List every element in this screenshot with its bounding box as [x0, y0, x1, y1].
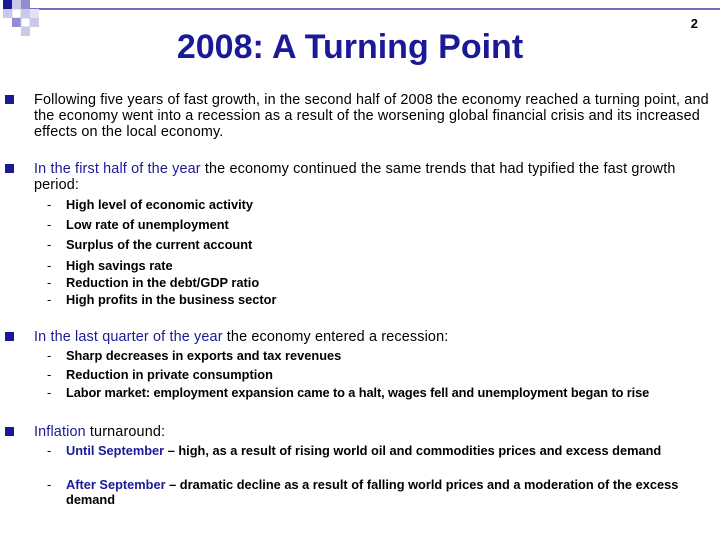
list-item-text: Surplus of the current account: [66, 237, 253, 252]
list-item-text: Sharp decreases in exports and tax revenues: [66, 348, 342, 363]
list-item-text: High profits in the business sector: [66, 292, 277, 307]
dash-bullet: -: [47, 348, 52, 363]
bullet-rest: the economy continued the same trends that had typified the fast growth period:: [34, 161, 676, 193]
dash-bullet: -: [47, 292, 52, 307]
square-bullet-icon: [6, 333, 13, 340]
bullet-text: [34, 329, 712, 345]
bullet-rest: turnaround:: [85, 424, 166, 440]
dash-bullet: -: [47, 258, 52, 273]
bullet-text: Following five years of fast growth, in the second half of 2008 the economy reached a turning point, and the economy went into a recession as a result of the worsening global financial crisis and its increased effects on the local economy.: [34, 92, 709, 140]
list-item-highlight: After September: [66, 477, 166, 492]
list-item-text: Low rate of unemployment: [66, 217, 229, 232]
dash-bullet: -: [47, 443, 52, 458]
bullet-text: [34, 161, 712, 193]
list-item-text: – dramatic decline as a result of falling world prices and a moderation of the excess demand: [66, 477, 679, 507]
dash-bullet: -: [47, 197, 52, 212]
dash-bullet: -: [47, 237, 52, 252]
list-item-text: High level of economic activity: [66, 197, 254, 212]
list-item-text: Labor market: employment expansion came to a halt, wages fell and unemployment began to rise: [66, 385, 650, 400]
dash-bullet: -: [47, 275, 52, 290]
bullet-text: [34, 424, 712, 440]
square-bullet-icon: [6, 428, 13, 435]
list-item-text: Reduction in private consumption: [66, 367, 273, 382]
page-number: 2: [690, 16, 698, 31]
dash-bullet: -: [47, 217, 52, 232]
slide-title: 2008: A Turning Point: [176, 28, 524, 66]
bullet-highlight: Inflation: [34, 424, 86, 440]
dash-bullet: -: [47, 367, 52, 382]
square-bullet-icon: [6, 96, 13, 103]
list-item-text: High savings rate: [66, 258, 173, 273]
list-item-highlight: Until September: [66, 443, 165, 458]
list-item-text: Reduction in the debt/GDP ratio: [66, 275, 260, 290]
dash-bullet: -: [47, 477, 52, 492]
square-bullet-icon: [6, 165, 13, 172]
bullet-highlight: In the last quarter of the year: [34, 329, 223, 345]
list-item-text: – high, as a result of rising world oil and commodities prices and excess demand: [164, 443, 662, 458]
bullet-highlight: In the first half of the year: [34, 161, 201, 177]
bullet-rest: the economy entered a recession:: [222, 329, 449, 345]
dash-bullet: -: [47, 385, 52, 400]
